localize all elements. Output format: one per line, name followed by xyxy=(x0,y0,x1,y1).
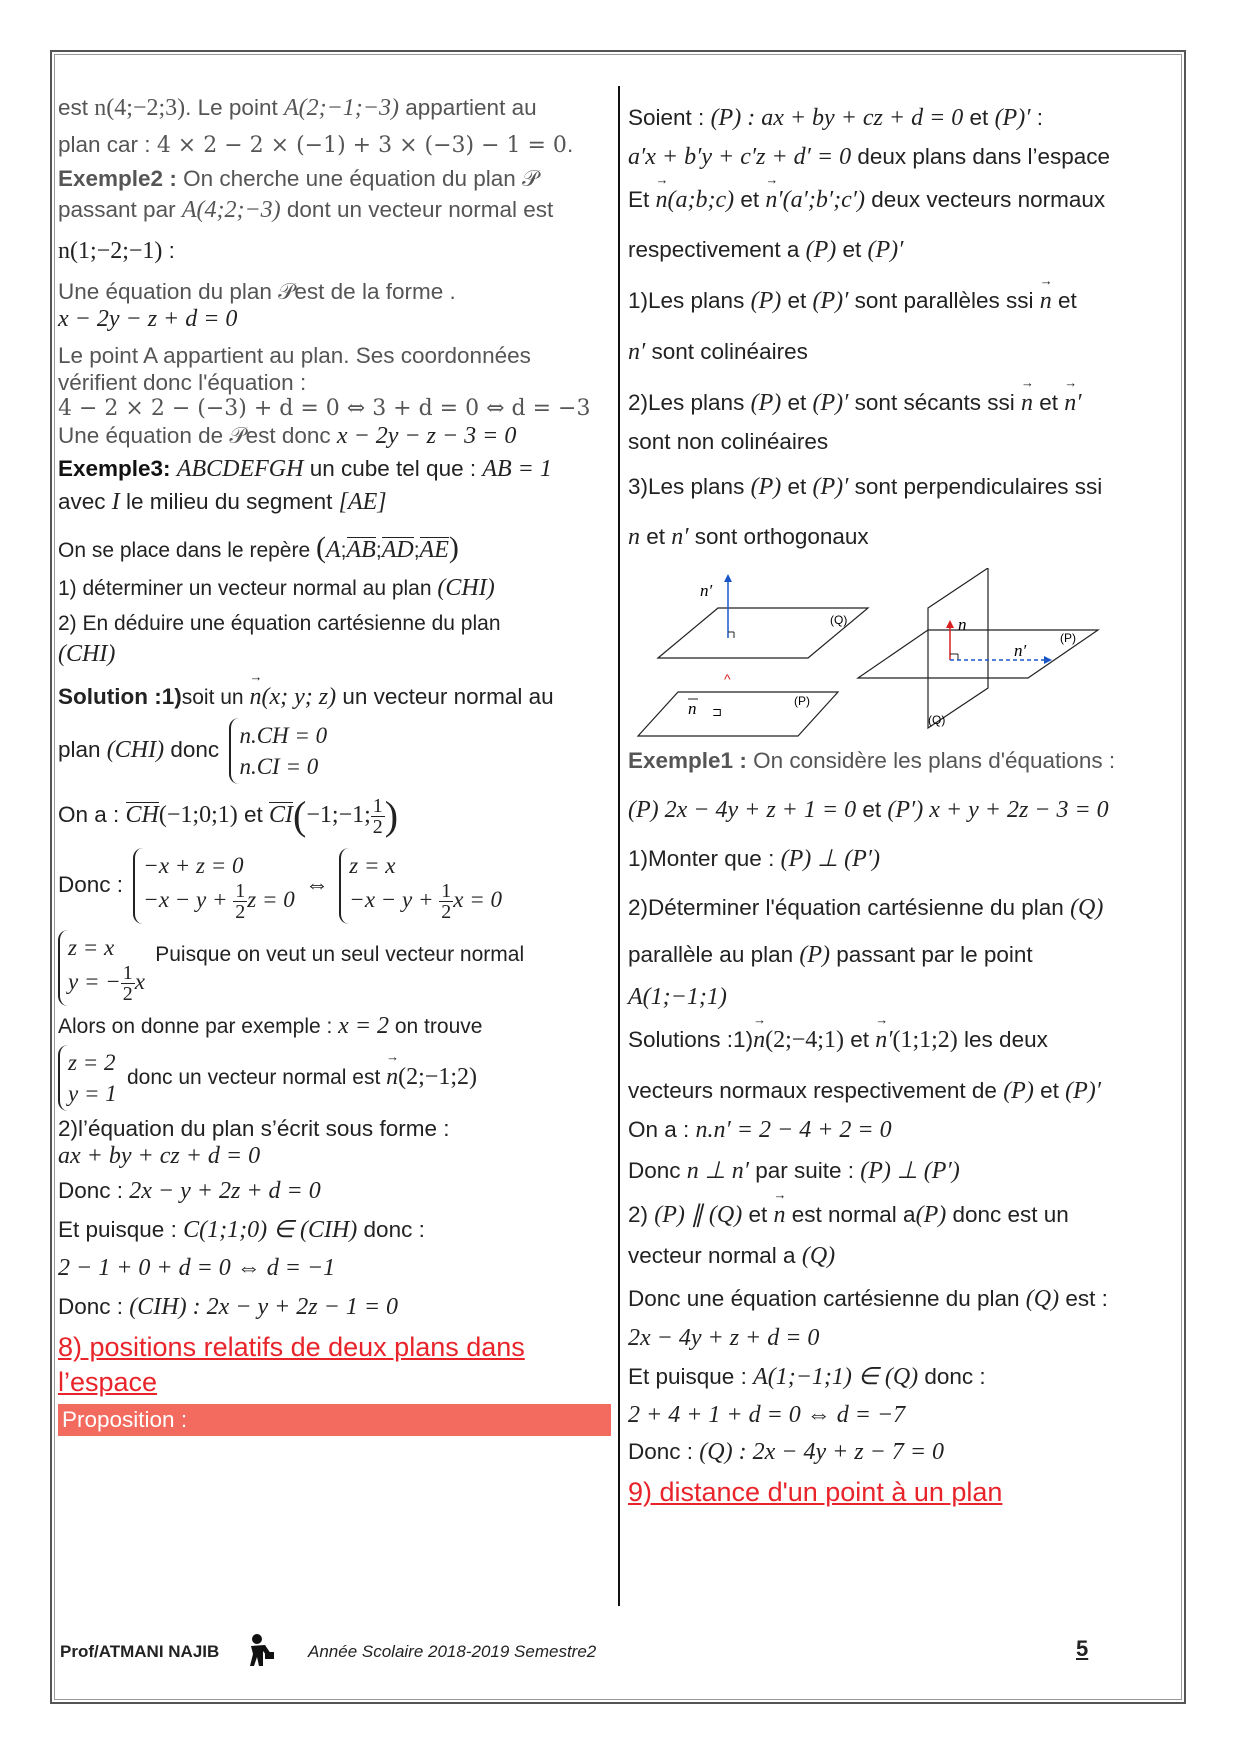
line-23 xyxy=(58,1012,611,1041)
math: y = − xyxy=(68,968,121,994)
vector-ci: CI xyxy=(269,801,294,828)
left-column xyxy=(58,90,611,1436)
math: (P)′ xyxy=(812,288,849,315)
math: x = 2 xyxy=(338,1013,390,1040)
r-line-26 xyxy=(628,1438,1178,1467)
line-4 xyxy=(58,196,611,225)
text: On a : xyxy=(628,1116,696,1142)
system-3 xyxy=(339,848,502,924)
math: (2;−1;2) xyxy=(398,1063,477,1090)
text: Soient : xyxy=(628,105,711,130)
system-2 xyxy=(133,848,294,924)
right-angle-glyph: ⊐ xyxy=(712,705,723,720)
math: AB = 1 xyxy=(482,455,552,482)
plane-q-vertical xyxy=(928,568,988,728)
line-25: 2)l’équation du plan s’écrit sous forme : xyxy=(58,1116,450,1142)
text: est xyxy=(58,95,95,120)
text: On cherche une équation du plan 𝒫 xyxy=(183,166,539,192)
math: (P)′ xyxy=(812,389,849,416)
system-row: n.CI = 0 xyxy=(239,753,319,779)
r-line-21 xyxy=(628,1242,1178,1271)
text: et xyxy=(742,1202,774,1228)
r-line-23: 2x − 4y + z + d = 0 xyxy=(628,1324,820,1351)
r-line-8: sont non colinéaires xyxy=(628,428,829,454)
equivalence: ⇔ xyxy=(305,872,330,898)
text: est normal a xyxy=(785,1202,916,1228)
r-line-24 xyxy=(628,1363,1178,1392)
math: −x − y + xyxy=(349,886,440,912)
line-29: 2 − 1 + 0 + d = 0 ⇔ d = −1 xyxy=(58,1255,336,1282)
text: par suite : xyxy=(748,1157,861,1183)
text: Une équation de 𝒫est donc xyxy=(58,422,337,448)
system-row: z = 2 xyxy=(68,1049,116,1075)
text: un vecteur normal au xyxy=(336,684,554,710)
math: (P) ⊥ (P′) xyxy=(780,845,881,872)
line-26: ax + by + cz + d = 0 xyxy=(58,1143,261,1170)
math: A(2;−1;−3) xyxy=(283,95,399,121)
math: C(1;1;0) ∈ (CIH) xyxy=(183,1216,358,1243)
r-line-19 xyxy=(628,1157,1178,1186)
math: (P)′ xyxy=(812,473,849,500)
vector-n: → n xyxy=(774,1201,786,1230)
text: appartient au xyxy=(399,95,537,120)
system-row xyxy=(349,881,502,922)
text: 2)Les plans xyxy=(628,389,751,415)
system-5 xyxy=(58,1045,117,1111)
system-4 xyxy=(58,930,145,1006)
text: Solutions :1) xyxy=(628,1027,754,1053)
math: A(4;2;−3) xyxy=(181,197,281,224)
math: −1;−1; xyxy=(306,801,371,828)
line-16: 2) En déduire une équation cartésienne du plan xyxy=(58,612,501,636)
math: 4 × 2 − 2 × (−1) + 3 × (−3) − 1 = 0 xyxy=(156,132,567,158)
vector-n: → n xyxy=(656,186,668,215)
math: [AE] xyxy=(338,488,387,515)
text: vecteurs normaux respectivement de xyxy=(628,1077,1004,1103)
text: et xyxy=(237,801,270,827)
text: et xyxy=(781,288,813,314)
r-line-22 xyxy=(628,1285,1178,1314)
math: (P) ∥ (Q) xyxy=(654,1202,743,1229)
numerator: 1 xyxy=(372,794,383,817)
example-label: Exemple1 : xyxy=(628,748,754,774)
math: x − 2y − z − 3 = 0 xyxy=(336,422,517,449)
math: (P) ⊥ (P′) xyxy=(860,1157,960,1184)
line-28 xyxy=(58,1216,611,1245)
math: (1;1;2) xyxy=(892,1027,958,1054)
text: et xyxy=(1033,1077,1066,1103)
vector-ae: AE xyxy=(419,537,449,564)
r-line-12 xyxy=(628,845,1178,874)
text: Donc : xyxy=(58,1177,130,1203)
text: passant par xyxy=(58,197,182,223)
text: Et puisque : xyxy=(628,1363,754,1389)
text: Donc : xyxy=(58,1294,130,1320)
text: sont colinéaires xyxy=(645,338,808,364)
author-logo xyxy=(245,1632,277,1668)
section-8-title-cont: l’espace xyxy=(58,1367,158,1398)
line-17: (CHI) xyxy=(58,641,116,668)
math: (x; y; z) xyxy=(261,684,337,711)
math: ABCDEFGH xyxy=(176,455,304,482)
section-8-title: 8) positions relatifs de deux plans dans xyxy=(58,1332,525,1362)
math: (P) : ax + by + cz + d = 0 xyxy=(710,105,964,131)
vector-n-prime: → n′ xyxy=(765,186,782,215)
system-row: z = x xyxy=(68,935,115,961)
math: (P) xyxy=(750,288,782,315)
system-row: y = 1 xyxy=(68,1080,117,1106)
math: (Q) xyxy=(1070,894,1104,921)
line-19 xyxy=(58,718,611,784)
vector-ch: CH xyxy=(125,801,159,828)
text: et xyxy=(781,389,813,415)
text: sont parallèles ssi xyxy=(848,288,1040,314)
math: A xyxy=(326,537,341,564)
math: n(4;−2;3) xyxy=(94,95,186,121)
text: plan xyxy=(58,736,107,762)
example1-line xyxy=(628,747,1178,774)
text: soit un xyxy=(181,686,250,710)
text: dont un vecteur normal est xyxy=(280,197,554,223)
r-line-2 xyxy=(628,143,1178,172)
denominator: 2 xyxy=(235,901,246,924)
math: n xyxy=(628,524,640,551)
text: On a : xyxy=(58,801,126,827)
vector-n: → n xyxy=(1040,287,1052,316)
solution-line xyxy=(58,683,611,712)
line-15 xyxy=(58,574,611,603)
math: (P) xyxy=(1003,1077,1034,1104)
text: donc xyxy=(164,736,220,762)
text: 3)Les plans xyxy=(628,473,751,499)
math: z = 0 xyxy=(247,886,295,912)
numerator: 1 xyxy=(235,880,246,903)
text: et xyxy=(843,1027,876,1053)
math: n.n′ = 2 − 4 + 2 = 0 xyxy=(695,1116,892,1143)
denominator: 2 xyxy=(122,983,133,1006)
math: x xyxy=(134,968,145,994)
text: est : xyxy=(1059,1285,1108,1311)
r-line-14 xyxy=(628,941,1178,970)
text: et xyxy=(1051,288,1077,314)
math: a′x + b′y + c′z + d′ = 0 xyxy=(628,143,852,170)
text: et xyxy=(640,524,672,550)
footer-year: Année Scolaire 2018-2019 Semestre2 xyxy=(308,1642,597,1661)
text: respectivement a xyxy=(628,237,806,263)
text: deux plans dans l’espace xyxy=(851,143,1111,169)
r-line-11 xyxy=(628,796,1178,825)
text: plan car : xyxy=(58,131,157,157)
line-2 xyxy=(58,131,611,159)
text: 1) déterminer un vecteur normal au plan xyxy=(58,577,438,601)
line-27 xyxy=(58,1177,611,1206)
text: 2) xyxy=(628,1202,655,1228)
text: Donc une équation cartésienne du plan xyxy=(628,1285,1026,1311)
math: (a′;b′;c′) xyxy=(782,186,866,213)
text: Donc xyxy=(628,1157,687,1183)
r-line-17 xyxy=(628,1077,1178,1106)
vector-ab: AB xyxy=(346,537,376,564)
math: n(1;−2;−1) xyxy=(58,237,163,264)
math: (P)′ xyxy=(1065,1077,1102,1104)
text: : xyxy=(162,237,175,263)
example-label: Exemple2 : xyxy=(58,166,184,192)
text: 1)Monter que : xyxy=(628,845,781,871)
denominator: 2 xyxy=(441,901,452,924)
line-24 xyxy=(58,1045,611,1111)
text: . xyxy=(566,131,574,157)
math: (P) xyxy=(799,941,831,968)
r-line-20 xyxy=(628,1201,1178,1230)
fraction xyxy=(233,881,247,922)
line-1 xyxy=(58,94,611,123)
section-9-title: 9) distance d'un point à un plan xyxy=(628,1476,1003,1507)
math: (P)′ xyxy=(867,237,904,264)
text: le milieu du segment xyxy=(119,488,339,514)
label-n: n xyxy=(688,699,697,719)
r-line-13 xyxy=(628,894,1178,923)
label-p: (P) xyxy=(1060,631,1076,646)
text: et xyxy=(856,797,888,823)
text: Alors on donne par exemple : xyxy=(58,1015,339,1039)
line-20: On a : CH(−1;0;1) et CI(−1;−1; $\frac{1}{2}$ ) xyxy=(58,793,399,839)
text: On considère les plans d'équations : xyxy=(753,748,1116,774)
text: sont orthogonaux xyxy=(688,524,869,550)
math: (P′) x + y + 2z − 3 = 0 xyxy=(887,797,1109,824)
text: Puisque on veut un seul vecteur normal xyxy=(155,942,525,966)
math: (Q) : 2x − 4y + z − 7 = 0 xyxy=(699,1439,945,1466)
r-line-1 xyxy=(628,104,1178,133)
text: Et xyxy=(628,186,656,212)
r-line-7 xyxy=(628,389,1178,418)
label-n: n xyxy=(958,615,967,635)
line-13 xyxy=(58,488,611,517)
text: et xyxy=(734,186,766,212)
system-1 xyxy=(229,718,327,784)
r-line-5 xyxy=(628,287,1178,316)
r-line-3 xyxy=(628,186,1178,215)
label-n-prime: n′ xyxy=(700,581,713,601)
math: (Q) xyxy=(1025,1285,1060,1312)
vector-n-prime: → n′ xyxy=(875,1026,892,1055)
proposition-bar: Proposition : xyxy=(58,1404,611,1436)
parallel-planes-diagram xyxy=(638,574,868,736)
math: 2x − y + 2z + d = 0 xyxy=(129,1177,321,1204)
text: sont sécants ssi xyxy=(848,389,1021,415)
math: (P) 2x − 4y + z + 1 = 0 xyxy=(628,797,857,824)
text: : xyxy=(1030,105,1043,130)
text: On se place dans le repère xyxy=(58,539,316,563)
vector-n: → n xyxy=(753,1026,765,1055)
text: Et puisque : xyxy=(58,1216,184,1242)
solution-label: Solution :1) xyxy=(58,684,182,710)
footer-author: Prof/ATMANI NAJIB xyxy=(60,1642,220,1661)
system-row xyxy=(68,963,145,1004)
text: Donc : xyxy=(58,872,124,897)
right-column xyxy=(628,90,1178,1510)
text: 1)Les plans xyxy=(628,288,751,314)
text: un cube tel que : xyxy=(303,455,483,481)
line-7: x − 2y − z + d = 0 xyxy=(58,305,238,332)
r-line-15: A(1;−1;1) xyxy=(628,984,727,1011)
math: I xyxy=(111,488,120,515)
r-line-9 xyxy=(628,473,1178,502)
numerator: 1 xyxy=(441,880,452,903)
r-line-10 xyxy=(628,523,1178,552)
math: n′ xyxy=(628,338,646,365)
numerator: 1 xyxy=(122,962,133,985)
text: et xyxy=(781,473,813,499)
r-line-18 xyxy=(628,1116,1178,1145)
math: (P)′ xyxy=(994,105,1031,131)
text: donc : xyxy=(918,1363,986,1389)
line-5 xyxy=(58,237,611,266)
fraction xyxy=(121,963,135,1004)
math: (Q) xyxy=(801,1243,836,1270)
math: (CHI) xyxy=(437,575,495,602)
person-icon xyxy=(245,1632,277,1668)
line-30 xyxy=(58,1293,611,1322)
math: (CIH) : 2x − y + 2z − 1 = 0 xyxy=(129,1294,399,1321)
text: vecteur normal a xyxy=(628,1243,802,1269)
text: et xyxy=(963,105,995,130)
text: donc un vecteur normal est xyxy=(127,1065,387,1089)
text: parallèle au plan xyxy=(628,941,800,967)
label-q: (Q) xyxy=(830,613,848,628)
math: (CHI) xyxy=(106,736,165,763)
math: (a;b;c) xyxy=(667,186,735,213)
system-row: −x + z = 0 xyxy=(143,853,244,879)
math: (P) xyxy=(805,237,837,264)
text: on trouve xyxy=(389,1015,483,1039)
text: et xyxy=(836,237,868,263)
math: (P) xyxy=(750,389,782,416)
math: −x − y + xyxy=(143,886,234,912)
line-9: vérifient donc l'équation : xyxy=(58,369,307,395)
vector-ad: AD xyxy=(381,537,414,564)
example2-line xyxy=(58,165,611,192)
text: donc est un xyxy=(946,1202,1069,1228)
vector-n: → n xyxy=(1021,389,1033,418)
text: Donc : xyxy=(628,1439,700,1465)
system-row: z = x xyxy=(349,853,396,879)
line-21 xyxy=(58,848,611,924)
text: passant par le point xyxy=(830,941,1033,967)
text: deux vecteurs normaux xyxy=(865,186,1106,212)
vector-n: → n xyxy=(386,1063,398,1092)
example3-line xyxy=(58,455,611,484)
math: A(1;−1;1) ∈ (Q) xyxy=(753,1363,919,1390)
perpendicular-planes-diagram xyxy=(858,568,1098,728)
math: n′ xyxy=(671,524,689,551)
system-row xyxy=(143,881,294,922)
vector-n-prime: → n′ xyxy=(1064,389,1081,418)
text: donc : xyxy=(357,1216,425,1242)
math: (−1;0;1) xyxy=(158,801,238,828)
line-8: Le point A appartient au plan. Ses coordonnées xyxy=(58,342,531,368)
column-divider xyxy=(618,86,620,1606)
text: les deux xyxy=(957,1027,1048,1053)
line-14: On se place dans le repère (A;AB;AD;AE) xyxy=(58,531,459,565)
caret-mark: ^ xyxy=(724,671,731,688)
line-10: 4 − 2 × 2 − (−3) + d = 0 ⇔ 3 + d = 0 ⇔ d = −3 xyxy=(58,395,591,421)
math: (2;−4;1) xyxy=(765,1027,844,1054)
text: sont perpendiculaires ssi xyxy=(848,473,1103,499)
planes-figure xyxy=(628,568,1178,743)
fraction xyxy=(371,796,385,837)
label-q: (Q) xyxy=(928,713,946,728)
fraction xyxy=(439,881,453,922)
math: x = 0 xyxy=(453,886,503,912)
math: (P) xyxy=(750,473,782,500)
label-p: (P) xyxy=(794,694,810,709)
page-number: 5 xyxy=(1076,1636,1089,1661)
text: 2)Déterminer l'équation cartésienne du plan xyxy=(628,894,1071,920)
line-6: Une équation du plan 𝒫est de la forme . xyxy=(58,278,456,304)
r-line-6 xyxy=(628,338,1178,367)
arrowhead xyxy=(724,574,732,582)
system-row: n.CH = 0 xyxy=(239,722,328,748)
r-line-4 xyxy=(628,236,1178,265)
r-line-16 xyxy=(628,1026,1178,1055)
example-label: Exemple3: xyxy=(58,455,177,481)
math: n ⊥ n′ xyxy=(686,1157,749,1184)
r-line-25: 2 + 4 + 1 + d = 0 ⇔ d = −7 xyxy=(628,1402,906,1429)
text: et xyxy=(1033,389,1065,415)
label-n-prime: n′ xyxy=(1014,641,1027,661)
text: avec xyxy=(58,488,112,514)
line-11 xyxy=(58,422,611,451)
math: (P) xyxy=(915,1202,947,1229)
text: . Le point xyxy=(185,95,284,120)
arrowhead xyxy=(946,620,954,628)
vector-n: → n xyxy=(249,683,261,712)
line-22 xyxy=(58,930,611,1006)
denominator: 2 xyxy=(372,815,383,838)
